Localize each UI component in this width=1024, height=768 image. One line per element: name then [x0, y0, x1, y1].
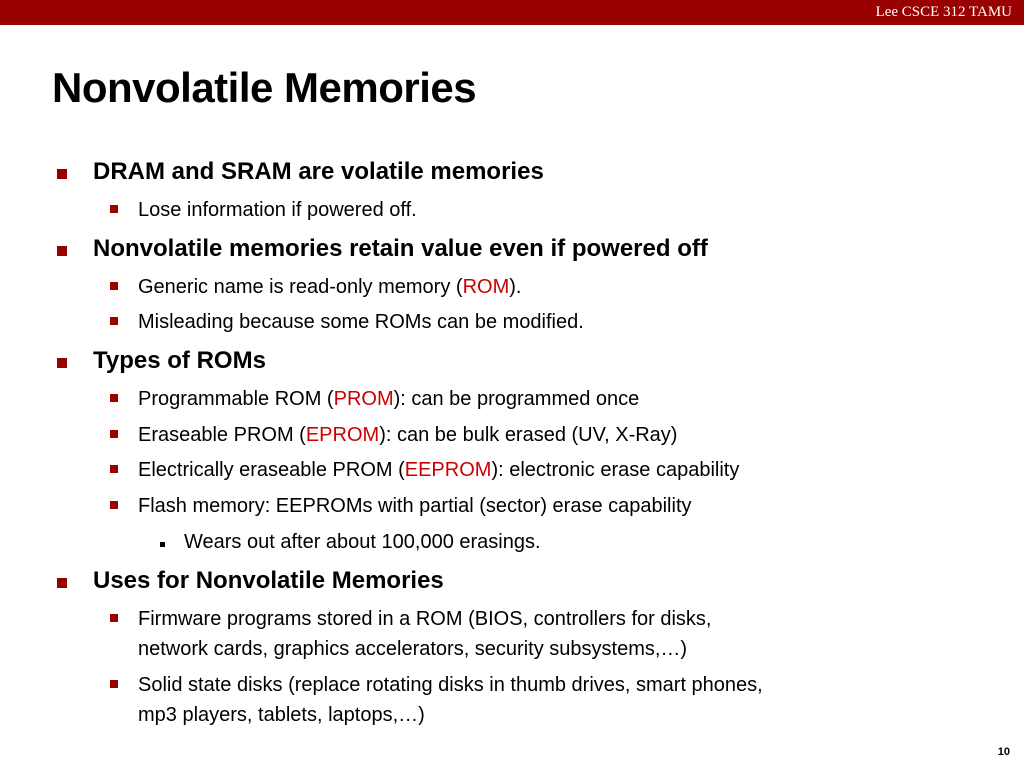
page-number: 10: [997, 746, 1010, 758]
bullet-marker-icon: [57, 358, 67, 368]
sub-bullet-marker-icon: [110, 614, 118, 622]
sub-bullet-text: ).: [509, 276, 522, 298]
sub-bullet-item: Misleading because some ROMs can be modified.: [138, 311, 584, 333]
bullet-marker-icon: [57, 246, 67, 256]
sub-bullet-marker-icon: [110, 430, 118, 438]
sub-bullet-text: Generic name is read-only memory (: [138, 276, 463, 298]
highlight-term: ROM: [462, 276, 510, 298]
sub-bullet-item: Solid state disks (replace rotating disks in thumb drives, smart phones,: [138, 674, 763, 696]
sub-bullet-item: [138, 424, 677, 447]
sub-bullet-marker-icon: [110, 205, 118, 213]
sub-bullet-marker-icon: [110, 394, 118, 402]
sub-bullet-item-continued: mp3 players, tablets, laptops,…): [138, 704, 425, 726]
sub-bullet-item: Lose information if powered off.: [138, 199, 417, 221]
sub-sub-bullet-marker-icon: [160, 542, 165, 547]
sub-bullet-text: Programmable ROM (: [138, 388, 334, 410]
bullet-item: DRAM and SRAM are volatile memories: [93, 158, 544, 185]
sub-bullet-item: [138, 388, 639, 411]
sub-bullet-marker-icon: [110, 317, 118, 325]
bullet-item: Types of ROMs: [93, 347, 266, 374]
sub-bullet-text: Eraseable PROM (: [138, 424, 306, 446]
sub-bullet-item: Firmware programs stored in a ROM (BIOS, controllers for disks,: [138, 608, 712, 630]
sub-bullet-item: [138, 459, 739, 482]
sub-sub-bullet-item: Wears out after about 100,000 erasings.: [184, 531, 541, 553]
bullet-item: Uses for Nonvolatile Memories: [93, 567, 444, 594]
sub-bullet-item-continued: network cards, graphics accelerators, security subsystems,…): [138, 638, 688, 660]
sub-bullet-marker-icon: [110, 501, 118, 509]
sub-bullet-text: Electrically eraseable PROM (: [138, 459, 405, 481]
bullet-marker-icon: [57, 578, 67, 588]
highlight-term: EEPROM: [404, 459, 492, 481]
slide-title: Nonvolatile Memories: [52, 64, 477, 111]
sub-bullet-text: ): can be programmed once: [393, 388, 640, 410]
sub-bullet-text: ): can be bulk erased (UV, X-Ray): [379, 424, 678, 446]
highlight-term: EPROM: [305, 424, 380, 446]
bullet-marker-icon: [57, 169, 67, 179]
bullet-item: Nonvolatile memories retain value even if powered off: [93, 235, 708, 262]
sub-bullet-text: ): electronic erase capability: [491, 459, 740, 481]
course-label: Lee CSCE 312 TAMU: [875, 4, 1012, 20]
sub-bullet-item: [138, 276, 521, 299]
sub-bullet-marker-icon: [110, 465, 118, 473]
sub-bullet-marker-icon: [110, 282, 118, 290]
sub-bullet-marker-icon: [110, 680, 118, 688]
sub-bullet-item: Flash memory: EEPROMs with partial (sector) erase capability: [138, 495, 692, 517]
highlight-term: PROM: [333, 388, 394, 410]
